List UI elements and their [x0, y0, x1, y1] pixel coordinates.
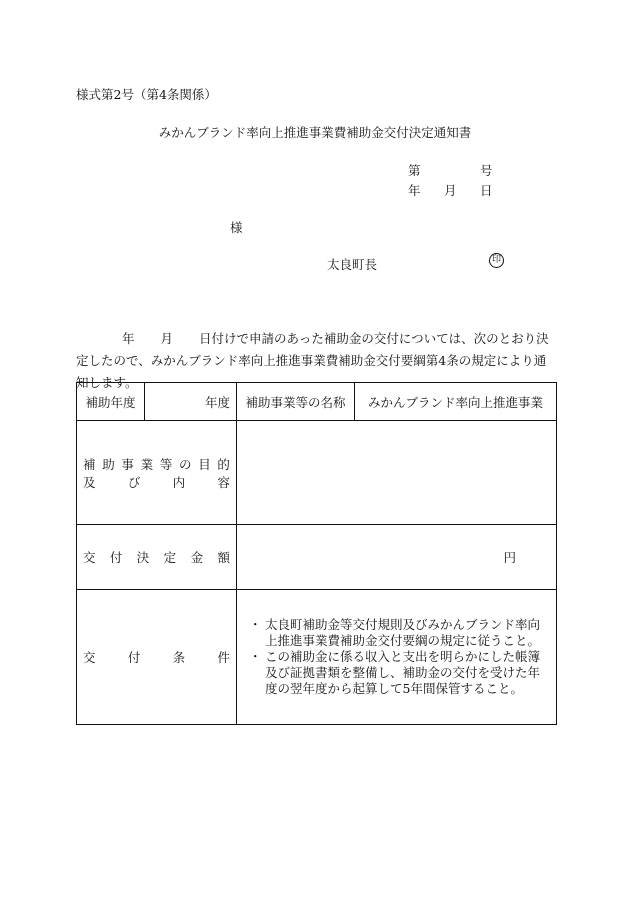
condition-text: この補助金に係る収入と支出を明らかにした帳簿及び証拠書類を整備し、補助金の交付を受けた年度の翌年度から起算して5年間保管すること。: [265, 649, 541, 696]
sender-name: 太良町長: [327, 257, 378, 272]
condition-text: 太良町補助金等交付規則及びみかんブランド率向上推進事業費補助金交付要綱の規定に従うこと。: [265, 617, 541, 648]
document-title: みかんブランド率向上推進事業費補助金交付決定通知書: [158, 125, 472, 140]
table-row: [77, 383, 557, 421]
purpose-label: 補 助 事 業 等 の 目 的: [83, 456, 230, 472]
purpose-label-line2: 及 び 内 容: [83, 474, 230, 490]
table-row: [77, 590, 557, 725]
purpose-value: [237, 421, 557, 525]
conditions-label: 交 付 条 件: [83, 650, 230, 665]
body-text: 日付けで申請のあった補助金の交付については、次のとおり決定したので、みかんブランド率向上推進事業費補助金交付要綱第4条の規定により通知します。: [76, 331, 549, 390]
addressee-suffix: 様: [230, 220, 243, 235]
conditions-label-cell: [77, 590, 237, 725]
decision-table: [76, 382, 557, 725]
seal-mark: 印: [489, 253, 504, 268]
decision-amount-label-cell: [77, 525, 237, 590]
purpose-label-cell: [77, 421, 237, 525]
project-name-value: みかんブランド率向上推進事業: [355, 383, 557, 421]
subsidy-year-value: 年度: [145, 383, 237, 421]
conditions-list: [243, 617, 550, 697]
body-year-label: 年: [122, 331, 135, 346]
project-name-label: 補助事業等の名称: [237, 383, 355, 421]
conditions-cell: [237, 590, 557, 725]
number-prefix: 第: [408, 163, 421, 178]
date-day-label: 日: [480, 183, 493, 198]
decision-amount-unit: 円: [237, 525, 557, 590]
document-number-line: [408, 161, 493, 179]
form-label: 様式第2号（第4条関係）: [76, 87, 217, 102]
document-date-line: [408, 181, 493, 199]
subsidy-year-label: 補助年度: [77, 383, 145, 421]
list-item: ・ この補助金に係る収入と支出を明らかにした帳簿及び証拠書類を整備し、補助金の交付を受けた年度の翌年度から起算して5年間保管すること。: [249, 649, 541, 696]
decision-amount-label: 交 付 決 定 金 額: [83, 550, 230, 565]
body-month-label: 月: [160, 331, 174, 346]
list-item: ・ 太良町補助金等交付規則及びみかんブランド率向上推進事業費補助金交付要綱の規定に従うこと。: [249, 617, 541, 648]
table-row: [77, 525, 557, 590]
date-month-label: 月: [444, 183, 457, 198]
table-row: [77, 421, 557, 525]
date-year-label: 年: [408, 183, 421, 198]
number-suffix: 号: [480, 163, 493, 178]
